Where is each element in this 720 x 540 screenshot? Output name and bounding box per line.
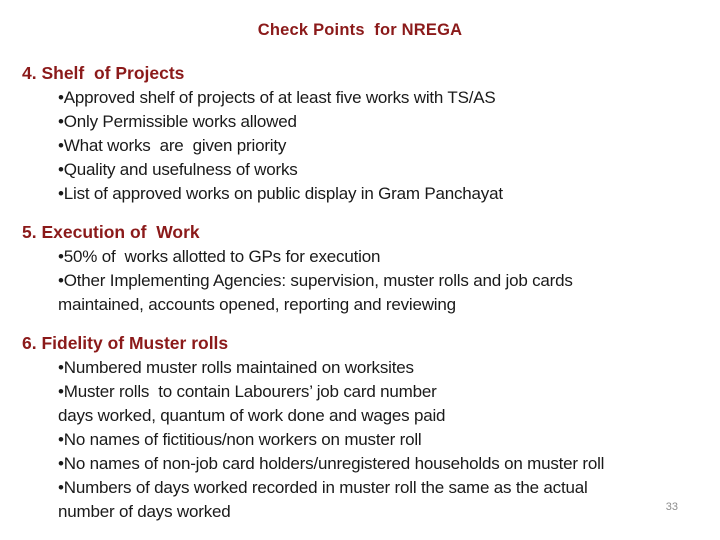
bullet-line: •50% of works allotted to GPs for execution (58, 247, 381, 266)
bullet-line: •Muster rolls to contain Labourers’ job card number (58, 382, 437, 401)
slide-content (22, 60, 702, 524)
bullet-line: •No names of fictitious/non workers on muster roll (58, 430, 422, 449)
slide-title: Check Points for NREGA (257, 21, 463, 39)
bullet-line: •List of approved works on public display in Gram Panchayat (58, 184, 503, 203)
bullet-line: •Only Permissible works allowed (58, 112, 297, 131)
bullet-line: •Numbered muster rolls maintained on worksites (58, 358, 414, 377)
slide-section (22, 60, 702, 206)
slide-section (22, 330, 702, 524)
bullet-line: •Other Implementing Agencies: supervision, muster rolls and job cards (58, 271, 573, 290)
bullet-line: •What works are given priority (58, 136, 287, 155)
bullet-line: •Quality and usefulness of works (58, 160, 298, 179)
bullet-continuation-line: maintained, accounts opened, reporting and reviewing (58, 295, 456, 314)
bullet-continuation-line: number of days worked (58, 502, 231, 521)
section-heading: 5. Execution of Work (22, 222, 200, 242)
page-number: 33 (665, 501, 678, 513)
section-heading: 4. Shelf of Projects (22, 63, 185, 83)
bullet-continuation-line: days worked, quantum of work done and wages paid (58, 406, 446, 425)
slide-section (22, 219, 702, 317)
bullet-line: •Numbers of days worked recorded in muster roll the same as the actual (58, 478, 588, 497)
bullet-line: •Approved shelf of projects of at least five works with TS/AS (58, 88, 496, 107)
section-heading: 6. Fidelity of Muster rolls (22, 333, 229, 353)
bullet-line: •No names of non-job card holders/unregistered households on muster roll (58, 454, 605, 473)
